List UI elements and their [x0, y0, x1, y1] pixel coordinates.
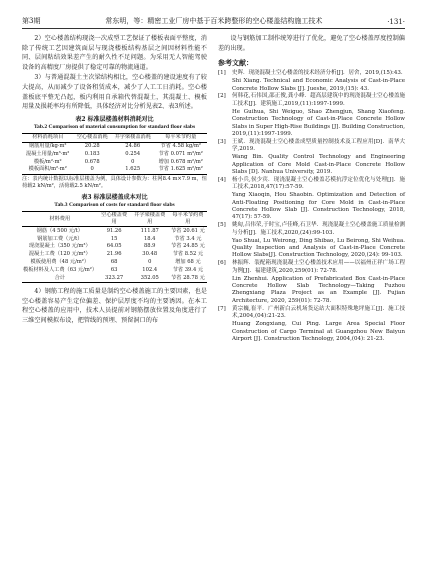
reference-text: Lin Zhenhui. Application of Prefabricated Box Cast-in-Place Concrete Hollow Slab Technology—Taking Fuzhou Zhengxiang Plaza Project as an Example [J]. Fujian Architecture, 2020, 259(01): 72-78.	[232, 275, 405, 304]
table2-caption-en: Tab.2 Comparison of material consumption for standard floor slabs	[33, 123, 196, 130]
body-paragraph: 4）钢筋工程的施工质量是制约空心楼盖施工的主要因素，也是空心楼盖容易产生定位偏差、保护层厚度不均的主要诱因。在本工程空心楼盖的应用中，技术人员提前对钢筋摆放位置及角度进行了三维空间模拟布设，把管线的预埋、预留洞口的布	[22, 287, 207, 324]
table-cell: 102.4	[142, 266, 158, 273]
table-cell: 24.86	[125, 143, 141, 150]
table-cell: 模板/m²·m²	[33, 158, 62, 165]
left-column	[22, 34, 207, 326]
table-cell: 节省 4.58 kg/m²	[160, 143, 201, 150]
table2-note: 注：表内统计数据以标准层楼盖为例，具体设计参数为：柱网8.4 m×7.9 m，恒荷载2 kN/m²，活荷载2.5 kN/m²。	[22, 175, 207, 189]
reference-number: [6]	[218, 260, 226, 267]
table-cell: 15	[110, 235, 118, 242]
table3-caption-en: Tab.3 Comparison of costs for standard floor slabs	[54, 201, 175, 208]
reference-number	[218, 192, 232, 222]
reference-item	[218, 276, 405, 306]
reference-number: [4]	[218, 176, 226, 183]
table-cell: 1.625	[125, 166, 141, 173]
table2	[22, 133, 207, 175]
table-cell: 节省 24.85 元	[171, 243, 205, 250]
table3	[22, 211, 207, 283]
reference-text: 王斌．现浇混凝土空心楼盖成型质量控制技术及工程应用[D]．南华大学,2019.	[232, 138, 405, 153]
reference-text: Yang Xiaoqin, Hou Shaobin. Optimization and Detection of Anti-Floating Positioning for Core Mold in Cast-in-Place Concrete Hollow Slab [J]. Construction Technology, 2018, 47(17): 57-59.	[232, 192, 405, 221]
table-row	[22, 142, 207, 150]
reference-text: 黄宗巍,崔平．广州新白云机场货运站大面积特殊地坪施工[J]．施工技术,2004,(04):21-23.	[232, 305, 405, 320]
table-cell: 0	[90, 166, 94, 173]
reference-item	[218, 78, 405, 93]
table-row	[22, 227, 207, 235]
table-cell: 模板材料及人工费（63 元/m²）	[23, 266, 98, 273]
table-row	[22, 243, 207, 251]
table-cell: 模板面积/m²·m²	[28, 166, 67, 173]
reference-text: 林振辉．装配箱现浇混凝土空心楼盖技术应用——以福州正祥广场工程为例[J]．福建建筑,2020,259(01): 72-78.	[232, 260, 405, 274]
table-cell: 钢筋用量/kg·m²	[28, 143, 67, 150]
reference-number	[218, 321, 232, 343]
table-cell: 21.96	[106, 251, 122, 258]
reference-item	[218, 222, 405, 237]
table-cell: 钢筋（4 500 元/t）	[36, 227, 83, 234]
table-cell: 0.678	[84, 158, 100, 165]
table-row	[22, 235, 207, 243]
reference-text: Wang Bin. Quality Control Technology and Engineering Application of Core Mold Cast-in-Place Concrete Hollow Slabs [D]. Nanhua University, 2019.	[232, 154, 405, 175]
table-cell: 现浇混凝土（350 元/m³）	[28, 243, 91, 250]
reference-item	[218, 154, 405, 176]
table-cell: 节省 0.071 m³/m²	[158, 150, 203, 157]
reference-number	[218, 238, 232, 260]
table-cell: 钢筋加工费（元/t）	[37, 235, 83, 242]
reference-number: [1]	[218, 70, 226, 77]
table-header-cell: 空心楼盖消耗	[76, 134, 108, 141]
table-cell: 68	[110, 259, 118, 266]
table-cell: 节省 3.4 元	[174, 235, 202, 242]
table-cell: 0.254	[125, 150, 141, 157]
table-header-cell: 每平米节约量	[165, 134, 197, 141]
table-cell: 节省 28.78 元	[171, 274, 205, 281]
issue-number: 第3期	[22, 17, 41, 25]
table-cell: 增加 0.678 m²/m²	[158, 158, 203, 165]
table-cell: 30.48	[142, 251, 158, 258]
reference-number	[218, 78, 232, 93]
table-row	[22, 274, 207, 282]
running-title: 常东明，等：精密工业厂房中基于百米跨整形的空心楼盖结构施工技术	[105, 17, 323, 25]
table-row	[22, 150, 207, 158]
table-cell: 混凝土工费（120 元/m³）	[28, 251, 91, 258]
reference-text: Huang Zongxiang, Cui Ping. Large Area Special Floor Construction of Cargo Terminal at Guangzhou New Baiyun Airport [J]. Construction Technology, 2004,(04): 21-23.	[232, 321, 405, 342]
reference-number: [2]	[218, 93, 226, 100]
reference-number	[218, 154, 232, 176]
reference-item	[218, 321, 405, 343]
reference-text: Yao Shuai, Lu Weirong, Ding Shibao, Lu Beirong, Shi Weihua. Quality Inspection and Analysis of Cast-in-Place Concrete Hollow Slabs[J]. Construction Technology, 2020,(24): 99-103.	[232, 237, 405, 259]
reference-item	[218, 109, 405, 139]
reference-text: 何韩花,石伟国,邵正俊,龚小峰．超高层建筑中的现浇混凝土空心楼盖施工技术[J]．建筑施工,2019,(11):1997-1999.	[232, 93, 405, 107]
table-header-cell: 井字梁楼盖消耗	[114, 134, 151, 141]
table-cell: 0	[131, 158, 135, 165]
table-cell: 节省 8.52 元	[172, 251, 204, 258]
table-header-cell: 每平米节约费用	[172, 212, 204, 226]
reference-text: Shi Xiang. Technical and Economic Analysis of Cast-in-Place Concrete Hollow Slabs [J]. Jueshe, 2019,(15): 43.	[232, 78, 405, 92]
table-cell: 节省 39.4 元	[172, 266, 204, 273]
table-cell: 63	[110, 266, 118, 273]
table-header-cell: 材料费用	[49, 215, 71, 222]
reference-item	[218, 192, 405, 222]
reference-text: 姚甸,吕伟荣,于时宝,卢佳峰,石卫华．现浇混凝土空心楼盖施工质量检测与分析[J]．施工技术,2020,(24):99-103.	[232, 222, 405, 236]
reference-text: 杨小兵,侯少宾．现浇混凝土空心楼盖芯模抗浮定位优化与处理[J]．施工技术,2018,47(17):57-59.	[232, 176, 405, 191]
table-cell: 91.26	[106, 227, 122, 234]
page-number: ·131·	[387, 18, 405, 26]
table-cell: 节省 20.61 元	[171, 227, 205, 234]
table-cell: 混凝土用量/m³·m²	[26, 150, 70, 157]
reference-item	[218, 177, 405, 192]
table-cell: 88.9	[143, 243, 156, 250]
table-cell: 323.27	[105, 274, 124, 281]
table-cell: 64.05	[106, 243, 122, 250]
references-heading: 参考文献：	[218, 58, 253, 68]
reference-item	[218, 139, 405, 154]
table-cell: 111.87	[140, 227, 159, 234]
table-cell: 合计	[54, 274, 65, 281]
table2-caption-zh: 表2 标准层楼盖材料消耗对比	[75, 115, 154, 123]
table-row	[22, 166, 207, 174]
reference-item	[218, 70, 405, 77]
table-cell: 0	[148, 259, 152, 266]
table-cell: 节省 1.625 m²/m²	[158, 166, 203, 173]
reference-number	[218, 109, 232, 139]
reference-list	[218, 70, 405, 343]
table-cell: 0.183	[84, 150, 100, 157]
body-paragraph: 3）与普通混凝土主次梁结构相比，空心楼盖的建设速度有了较大提高，从而减少了设备租赁成本，减少了人工工日消耗。空心楼盖板底平整无凸起，板内利用自承箱代替混凝土，其混凝土、模板用量及损耗率均有所降低，具体经济对比分析见表2、表3所述。	[22, 74, 207, 111]
reference-text: 史晖．现浇混凝土空心楼盖的技术经济分析[J]．居舍，2019,(15):43.	[232, 70, 403, 77]
body-paragraph: 设与钢筋加工制作统筹进行了优化，避免了空心楼盖厚度控制偏差的出现。	[218, 35, 405, 52]
right-column	[218, 34, 405, 344]
reference-item	[218, 306, 405, 321]
table3-caption-zh: 表3 标准层楼盖成本对比	[81, 193, 148, 201]
table-row	[22, 251, 207, 259]
table-header-cell: 空心楼盖费用	[101, 212, 128, 226]
table-cell: 20.28	[84, 143, 100, 150]
reference-number: [7]	[218, 305, 226, 312]
table-header-cell: 井字梁楼盖费用	[134, 212, 166, 226]
table-cell: 模板使用费（48 元/m²）	[30, 259, 90, 266]
table-row	[22, 259, 207, 267]
body-paragraph: 2）空心楼盖结构现浇一次成型工艺保证了楼板表面平整度，消除了传统工艺因建筑面层与现浇楼板结构基层之间因材料性能不同、层间粘结效果差产生的耐久性不足问题。为采用无人智能驾驶设备的高精度厂房提供了稳定可靠的物流通道。	[22, 35, 207, 71]
table-cell: 增加 68 元	[175, 259, 201, 266]
table-cell: 352.05	[140, 274, 159, 281]
reference-number: [3]	[218, 138, 226, 145]
reference-item	[218, 93, 405, 108]
reference-number: [5]	[218, 222, 226, 229]
reference-number	[218, 276, 232, 306]
reference-text: He Guihua, Shi Weiguo, Shao Zhengjun, Shang Xiaofeng. Construction Technology of Cast-in-Place Concrete Hollow Slabs in Super High-Rise Buildings [J]. Building Construction, 2019,(11):1997-1999.	[232, 108, 405, 137]
table-cell: 18.4	[143, 235, 156, 242]
table-header-row	[22, 211, 207, 227]
table-row	[22, 266, 207, 274]
table-row	[22, 158, 207, 166]
reference-item	[218, 238, 405, 260]
table-header-row	[22, 133, 207, 142]
running-header	[22, 12, 405, 29]
reference-item	[218, 260, 405, 275]
table-header-cell: 材料消耗项目	[32, 134, 64, 141]
